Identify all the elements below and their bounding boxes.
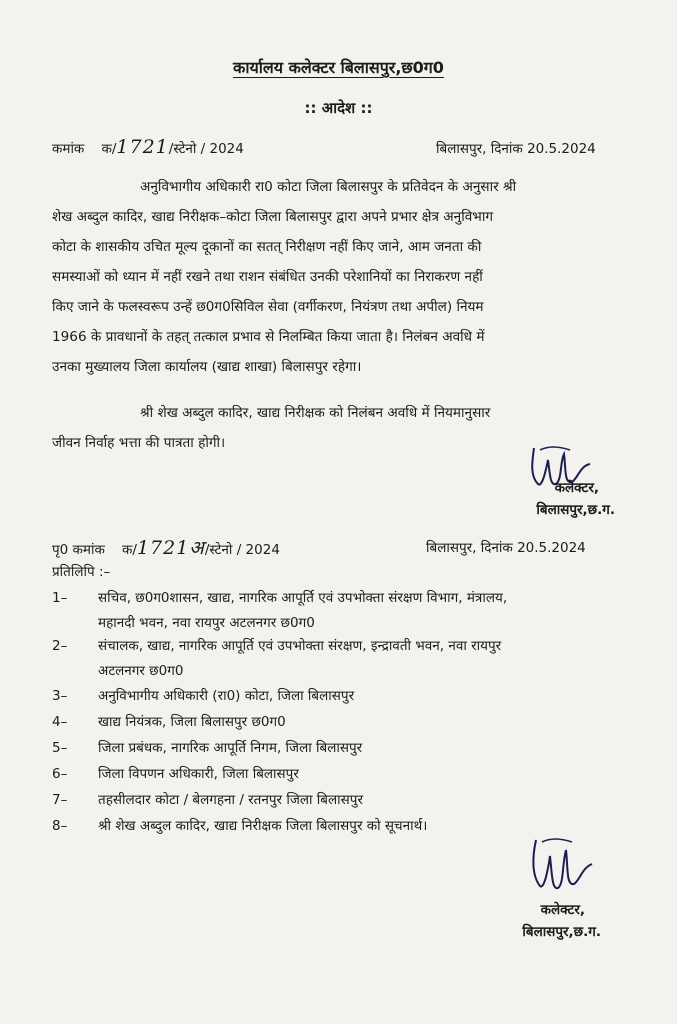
order-place-date: बिलासपुर, दिनांक 20.5.2024 [436,141,596,157]
copy-to-label: प्रतिलिपि :– [52,564,111,580]
recipient-number: 4– [52,714,68,730]
signature-2-place: बिलासपुर,छ.ग. [522,924,601,940]
order-ref-label: कमांक [52,141,85,157]
recipient-number: 1– [52,590,68,606]
recipient-item: जिला विपणन अधिकारी, जिला बिलासपुर [98,766,299,782]
recipient-number: 5– [52,740,68,756]
para1-line: 1966 के प्रावधानों के तहत् तत्काल प्रभाव से निलम्बित किया जाता है। निलंबन अवधि में [52,329,485,345]
recipient-number: 2– [52,638,68,654]
signature-1-place: बिलासपुर,छ.ग. [536,502,615,518]
para1-line: समस्याओं को ध्यान में नहीं रखने तथा राशन संबंधित उनकी परेशानियों का निराकरण नहीं [52,269,483,285]
signature-1-designation: कलेक्टर, [554,480,599,496]
para2-line: जीवन निर्वाह भत्ता की पात्रता होगी। [52,435,226,451]
copy-ref-suffix: /स्टेनो / 2024 [204,542,280,558]
office-title: कार्यालय कलेक्टर बिलासपुर,छ0ग0 [233,58,444,77]
para1-line: कोटा के शासकीय उचित मूल्य दूकानों का सतत् निरीक्षण नहीं किए जाने, आम जनता की [52,239,482,255]
copy-ref-number: 1721अ [136,537,205,559]
order-title: :: आदेश :: [304,99,373,117]
recipient-item: श्री शेख अब्दुल कादिर, खाद्य निरीक्षक जिला बिलासपुर को सूचनार्थ। [98,818,428,834]
copy-place-date: बिलासपुर, दिनांक 20.5.2024 [426,540,586,556]
recipient-number: 6– [52,766,68,782]
recipient-item: अनुविभागीय अधिकारी (रा0) कोटा, जिला बिलासपुर [98,688,355,704]
copy-ref-prefix: क/ [122,542,137,558]
recipient-item: जिला प्रबंधक, नागरिक आपूर्ति निगम, जिला बिलासपुर [98,740,363,756]
para1-line: शेख अब्दुल कादिर, खाद्य निरीक्षक–कोटा जिला बिलासपुर द्वारा अपने प्रभार क्षेत्र अनुविभाग [52,209,494,225]
copy-reference [52,534,280,560]
order-ref-suffix: /स्टेनो / 2024 [168,141,244,157]
recipient-item: तहसीलदार कोटा / बेलगहना / रतनपुर जिला बिलासपुर [98,792,363,808]
recipient-item: खाद्य नियंत्रक, जिला बिलासपुर छ0ग0 [98,714,286,730]
recipient-item: सचिव, छ0ग0शासन, खाद्य, नागरिक आपूर्ति एवं उपभोक्ता संरक्षण विभाग, मंत्रालय, महानदी भवन, नवा रायपुर अटलनगर छ0ग0 [98,590,508,631]
para2-line: श्री शेख अब्दुल कादिर, खाद्य निरीक्षक को निलंबन अवधि में नियमानुसार [140,405,491,421]
recipient-number: 8– [52,818,68,834]
copy-ref-label: पृ0 कमांक [52,542,105,558]
recipient-item: संचालक, खाद्य, नागरिक आपूर्ति एवं उपभोक्ता संरक्षण, इन्द्रावती भवन, नवा रायपुर अटलनगर छ0ग0 [98,638,502,679]
order-paragraph-1 [52,172,624,382]
signature-2-image [520,830,600,902]
para1-line: किए जाने के फलस्वरूप उन्हें छ0ग0सिविल सेवा (वर्गीकरण, नियंत्रण तथा अपील) नियम [52,299,484,315]
order-reference [52,136,244,158]
recipient-number: 7– [52,792,68,808]
para1-line: उनका मुख्यालय जिला कार्यालय (खाद्य शाखा) बिलासपुर रहेगा। [52,359,362,375]
para1-line: अनुविभागीय अधिकारी रा0 कोटा जिला बिलासपुर के प्रतिवेदन के अनुसार श्री [140,179,517,195]
signature-2-designation: कलेक्टर, [540,902,585,918]
recipient-number: 3– [52,688,68,704]
order-ref-number: 1721 [116,136,169,158]
order-ref-prefix: क/ [101,141,117,157]
